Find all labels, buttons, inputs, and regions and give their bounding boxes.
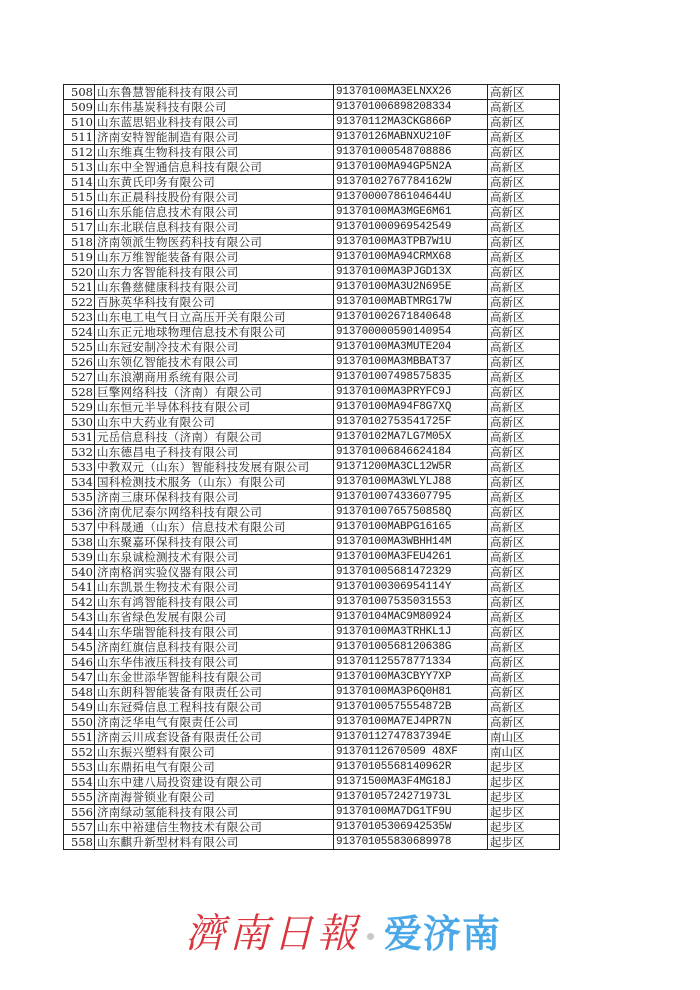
district-cell: 高新区	[488, 175, 560, 190]
company-name-cell: 山东凯景生物技术有限公司	[95, 580, 334, 595]
row-number-cell: 516	[64, 205, 95, 220]
company-name-cell: 百脉英华科技有限公司	[95, 295, 334, 310]
row-number-cell: 511	[64, 130, 95, 145]
district-cell: 高新区	[488, 235, 560, 250]
credit-code-cell: 91370105306942535W	[334, 820, 488, 835]
district-cell: 高新区	[488, 535, 560, 550]
district-cell: 高新区	[488, 505, 560, 520]
credit-code-cell: 91370102753541725F	[334, 415, 488, 430]
credit-code-cell: 91370126MABNXU210F	[334, 130, 488, 145]
table-row	[64, 340, 560, 355]
company-name-cell: 山东冠安制冷技术有限公司	[95, 340, 334, 355]
row-number-cell: 553	[64, 760, 95, 775]
row-number-cell: 539	[64, 550, 95, 565]
credit-code-cell: 91370000786104644U	[334, 190, 488, 205]
table-row	[64, 235, 560, 250]
table-row	[64, 820, 560, 835]
table-row	[64, 175, 560, 190]
company-name-cell: 山东乐能信息技术有限公司	[95, 205, 334, 220]
credit-code-cell: 913700000590140954	[334, 325, 488, 340]
district-cell: 高新区	[488, 550, 560, 565]
row-number-cell: 543	[64, 610, 95, 625]
credit-code-cell: 913701007498575835	[334, 370, 488, 385]
row-number-cell: 532	[64, 445, 95, 460]
table-row	[64, 250, 560, 265]
district-cell: 高新区	[488, 280, 560, 295]
table-row	[64, 790, 560, 805]
company-name-cell: 山东中大药业有限公司	[95, 415, 334, 430]
table-row	[64, 640, 560, 655]
credit-code-cell: 91370100MABTMRG17W	[334, 295, 488, 310]
table-row	[64, 535, 560, 550]
company-name-cell: 山东鼎拓电气有限公司	[95, 760, 334, 775]
row-number-cell: 540	[64, 565, 95, 580]
table-row	[64, 580, 560, 595]
district-cell: 高新区	[488, 700, 560, 715]
district-cell: 高新区	[488, 295, 560, 310]
row-number-cell: 551	[64, 730, 95, 745]
credit-code-cell: 91370102MA7LG7M05X	[334, 430, 488, 445]
company-name-cell: 济南领派生物医药科技有限公司	[95, 235, 334, 250]
table-row	[64, 670, 560, 685]
table-row	[64, 265, 560, 280]
row-number-cell: 510	[64, 115, 95, 130]
row-number-cell: 521	[64, 280, 95, 295]
credit-code-cell: 91370100MA94GP5N2A	[334, 160, 488, 175]
credit-code-cell: 91370102767784162W	[334, 175, 488, 190]
table-row	[64, 745, 560, 760]
table-row	[64, 715, 560, 730]
company-name-cell: 山东中全智通信息科技有限公司	[95, 160, 334, 175]
credit-code-cell: 91370100MA3PJGD13X	[334, 265, 488, 280]
credit-code-cell: 913701007433607795	[334, 490, 488, 505]
table-row	[64, 295, 560, 310]
credit-code-cell: 91370112MA3CKG866P	[334, 115, 488, 130]
credit-code-cell: 91370100MA7DG1TF9U	[334, 805, 488, 820]
row-number-cell: 526	[64, 355, 95, 370]
row-number-cell: 556	[64, 805, 95, 820]
credit-code-cell: 91370100MA3P6Q0H81	[334, 685, 488, 700]
jinan-daily-logo: 濟南日報	[185, 910, 361, 957]
row-number-cell: 518	[64, 235, 95, 250]
company-name-cell: 山东省绿色发展有限公司	[95, 610, 334, 625]
row-number-cell: 546	[64, 655, 95, 670]
credit-code-cell: 913701006898208334	[334, 100, 488, 115]
company-name-cell: 中科晟通（山东）信息技术有限公司	[95, 520, 334, 535]
district-cell: 高新区	[488, 85, 560, 100]
district-cell: 南山区	[488, 745, 560, 760]
table-row	[64, 835, 560, 850]
district-cell: 高新区	[488, 325, 560, 340]
district-cell: 高新区	[488, 565, 560, 580]
company-name-cell: 巨擎网络科技（济南）有限公司	[95, 385, 334, 400]
company-name-cell: 山东伟基炭科技有限公司	[95, 100, 334, 115]
row-number-cell: 517	[64, 220, 95, 235]
table-row	[64, 460, 560, 475]
credit-code-cell: 91370100MA3TRHKL1J	[334, 625, 488, 640]
company-name-cell: 山东振兴塑料有限公司	[95, 745, 334, 760]
row-number-cell: 531	[64, 430, 95, 445]
row-number-cell: 520	[64, 265, 95, 280]
row-number-cell: 555	[64, 790, 95, 805]
district-cell: 高新区	[488, 490, 560, 505]
row-number-cell: 515	[64, 190, 95, 205]
table-row	[64, 190, 560, 205]
district-cell: 高新区	[488, 190, 560, 205]
company-name-cell: 山东维真生物科技有限公司	[95, 145, 334, 160]
table-row	[64, 520, 560, 535]
credit-code-cell: 91370100MABPG16165	[334, 520, 488, 535]
district-cell: 起步区	[488, 775, 560, 790]
table-row	[64, 610, 560, 625]
district-cell: 高新区	[488, 520, 560, 535]
row-number-cell: 508	[64, 85, 95, 100]
district-cell: 高新区	[488, 715, 560, 730]
company-name-cell: 济南红旗信息科技有限公司	[95, 640, 334, 655]
company-name-cell: 山东中裕建信生物技术有限公司	[95, 820, 334, 835]
row-number-cell: 552	[64, 745, 95, 760]
district-cell: 高新区	[488, 475, 560, 490]
district-cell: 高新区	[488, 160, 560, 175]
district-cell: 高新区	[488, 100, 560, 115]
company-name-cell: 山东北联信息科技有限公司	[95, 220, 334, 235]
row-number-cell: 541	[64, 580, 95, 595]
table-row	[64, 280, 560, 295]
row-number-cell: 509	[64, 100, 95, 115]
company-name-cell: 济南绿动氢能科技有限公司	[95, 805, 334, 820]
separator-dot-icon	[367, 933, 374, 940]
row-number-cell: 547	[64, 670, 95, 685]
credit-code-cell: 913701006846624184	[334, 445, 488, 460]
row-number-cell: 536	[64, 505, 95, 520]
table-row	[64, 100, 560, 115]
table-row	[64, 685, 560, 700]
district-cell: 起步区	[488, 835, 560, 850]
table-row	[64, 400, 560, 415]
table-row	[64, 145, 560, 160]
credit-code-cell: 913701000548708886	[334, 145, 488, 160]
table-row	[64, 490, 560, 505]
row-number-cell: 544	[64, 625, 95, 640]
credit-code-cell: 91370100MA3MBBAT37	[334, 355, 488, 370]
company-name-cell: 济南安特智能制造有限公司	[95, 130, 334, 145]
row-number-cell: 548	[64, 685, 95, 700]
table-row	[64, 385, 560, 400]
district-cell: 高新区	[488, 220, 560, 235]
row-number-cell: 557	[64, 820, 95, 835]
company-name-cell: 山东正元地球物理信息技术有限公司	[95, 325, 334, 340]
company-name-cell: 山东中建八局投资建设有限公司	[95, 775, 334, 790]
district-cell: 高新区	[488, 685, 560, 700]
credit-code-cell: 91370100MA94F8G7XQ	[334, 400, 488, 415]
district-cell: 起步区	[488, 805, 560, 820]
credit-code-cell: 91371200MA3CL12W5R	[334, 460, 488, 475]
credit-code-cell: 913701002671840648	[334, 310, 488, 325]
row-number-cell: 529	[64, 400, 95, 415]
credit-code-cell: 91370100MA3WLYLJ88	[334, 475, 488, 490]
credit-code-cell: 91370100MA3CBYY7XP	[334, 670, 488, 685]
district-cell: 高新区	[488, 115, 560, 130]
row-number-cell: 512	[64, 145, 95, 160]
company-name-cell: 山东德昌电子科技有限公司	[95, 445, 334, 460]
row-number-cell: 519	[64, 250, 95, 265]
district-cell: 高新区	[488, 610, 560, 625]
table-row	[64, 625, 560, 640]
table-row	[64, 370, 560, 385]
company-name-cell: 山东正晨科技股份有限公司	[95, 190, 334, 205]
company-name-cell: 中教双元（山东）智能科技发展有限公司	[95, 460, 334, 475]
company-name-cell: 山东聚嘉环保科技有限公司	[95, 535, 334, 550]
table-row	[64, 130, 560, 145]
table-row	[64, 475, 560, 490]
company-name-cell: 元岳信息科技（济南）有限公司	[95, 430, 334, 445]
table-row	[64, 85, 560, 100]
row-number-cell: 549	[64, 700, 95, 715]
company-name-cell: 山东冠舜信息工程科技有限公司	[95, 700, 334, 715]
district-cell: 起步区	[488, 760, 560, 775]
district-cell: 高新区	[488, 265, 560, 280]
table-row	[64, 430, 560, 445]
company-name-cell: 山东领亿智能技术有限公司	[95, 355, 334, 370]
table-row	[64, 550, 560, 565]
table-row	[64, 595, 560, 610]
credit-code-cell: 91370100575554872B	[334, 700, 488, 715]
company-name-cell: 山东华伟液压科技有限公司	[95, 655, 334, 670]
district-cell: 高新区	[488, 250, 560, 265]
table-row	[64, 205, 560, 220]
credit-code-cell: 91370104MAC9M80924	[334, 610, 488, 625]
district-cell: 高新区	[488, 445, 560, 460]
enterprise-list-table	[63, 84, 560, 850]
credit-code-cell: 913701000969542549	[334, 220, 488, 235]
credit-code-cell: 91370100MA3TPB7W1U	[334, 235, 488, 250]
district-cell: 高新区	[488, 370, 560, 385]
credit-code-cell: 91370112670509 48XF	[334, 745, 488, 760]
credit-code-cell: 91370100MA7EJ4PR7N	[334, 715, 488, 730]
table-row	[64, 355, 560, 370]
table-row	[64, 730, 560, 745]
company-name-cell: 山东金世添华智能科技有限公司	[95, 670, 334, 685]
table-row	[64, 505, 560, 520]
district-cell: 高新区	[488, 205, 560, 220]
company-name-cell: 济南三康环保科技有限公司	[95, 490, 334, 505]
company-name-cell: 济南格润实验仪器有限公司	[95, 565, 334, 580]
row-number-cell: 525	[64, 340, 95, 355]
row-number-cell: 513	[64, 160, 95, 175]
credit-code-cell: 913701125578771334	[334, 655, 488, 670]
row-number-cell: 523	[64, 310, 95, 325]
credit-code-cell: 91371500MA3F4MG18J	[334, 775, 488, 790]
company-name-cell: 山东鲁慈健康科技有限公司	[95, 280, 334, 295]
district-cell: 高新区	[488, 400, 560, 415]
district-cell: 高新区	[488, 430, 560, 445]
company-name-cell: 山东朗科智能装备有限责任公司	[95, 685, 334, 700]
district-cell: 高新区	[488, 340, 560, 355]
district-cell: 高新区	[488, 385, 560, 400]
credit-code-cell: 91370100MA3MUTE204	[334, 340, 488, 355]
credit-code-cell: 91370112747837394E	[334, 730, 488, 745]
district-cell: 高新区	[488, 655, 560, 670]
credit-code-cell: 91370100765750858Q	[334, 505, 488, 520]
table-row	[64, 655, 560, 670]
district-cell: 南山区	[488, 730, 560, 745]
company-name-cell: 国科检测技术服务（山东）有限公司	[95, 475, 334, 490]
district-cell: 高新区	[488, 625, 560, 640]
district-cell: 高新区	[488, 460, 560, 475]
credit-code-cell: 91370100306954114Y	[334, 580, 488, 595]
credit-code-cell: 91370100MA3WBHH14M	[334, 535, 488, 550]
district-cell: 高新区	[488, 640, 560, 655]
company-name-cell: 山东万维智能装备有限公司	[95, 250, 334, 265]
table-row	[64, 445, 560, 460]
row-number-cell: 522	[64, 295, 95, 310]
row-number-cell: 533	[64, 460, 95, 475]
company-name-cell: 山东有鸿智能科技有限公司	[95, 595, 334, 610]
row-number-cell: 550	[64, 715, 95, 730]
district-cell: 高新区	[488, 355, 560, 370]
row-number-cell: 542	[64, 595, 95, 610]
credit-code-cell: 91370100568120638G	[334, 640, 488, 655]
table-row	[64, 565, 560, 580]
row-number-cell: 554	[64, 775, 95, 790]
credit-code-cell: 913701055830689978	[334, 835, 488, 850]
company-name-cell: 济南泛华电气有限责任公司	[95, 715, 334, 730]
table-row	[64, 805, 560, 820]
company-name-cell: 山东力客智能科技有限公司	[95, 265, 334, 280]
credit-code-cell: 91370100MA3FEU4261	[334, 550, 488, 565]
credit-code-cell: 91370105568140962R	[334, 760, 488, 775]
district-cell: 高新区	[488, 415, 560, 430]
table-row	[64, 415, 560, 430]
row-number-cell: 514	[64, 175, 95, 190]
district-cell: 高新区	[488, 670, 560, 685]
company-name-cell: 山东恒元半导体科技有限公司	[95, 400, 334, 415]
company-name-cell: 山东泉诚检测技术有限公司	[95, 550, 334, 565]
company-name-cell: 济南云川成套设备有限责任公司	[95, 730, 334, 745]
credit-code-cell: 91370100MA94CRMX68	[334, 250, 488, 265]
company-name-cell: 山东麒升新型材料有限公司	[95, 835, 334, 850]
table-row	[64, 160, 560, 175]
credit-code-cell: 91370105724271973L	[334, 790, 488, 805]
district-cell: 高新区	[488, 310, 560, 325]
row-number-cell: 528	[64, 385, 95, 400]
row-number-cell: 530	[64, 415, 95, 430]
table-row	[64, 325, 560, 340]
ai-jinan-logo: 爱济南	[384, 911, 502, 956]
credit-code-cell: 91370100MA3PRYFC9J	[334, 385, 488, 400]
table-row	[64, 775, 560, 790]
table-row	[64, 220, 560, 235]
table-row	[64, 760, 560, 775]
table-row	[64, 700, 560, 715]
district-cell: 高新区	[488, 130, 560, 145]
district-cell: 起步区	[488, 790, 560, 805]
district-cell: 高新区	[488, 595, 560, 610]
row-number-cell: 537	[64, 520, 95, 535]
newspaper-logo	[185, 900, 501, 960]
company-name-cell: 济南海誉锁业有限公司	[95, 790, 334, 805]
credit-code-cell: 913701005681472329	[334, 565, 488, 580]
company-name-cell: 山东蓝思铝业科技有限公司	[95, 115, 334, 130]
credit-code-cell: 91370100MA3U2N695E	[334, 280, 488, 295]
row-number-cell: 538	[64, 535, 95, 550]
district-cell: 高新区	[488, 580, 560, 595]
district-cell: 起步区	[488, 820, 560, 835]
table-row	[64, 310, 560, 325]
table-body	[64, 85, 560, 850]
district-cell: 高新区	[488, 145, 560, 160]
table-row	[64, 115, 560, 130]
company-name-cell: 山东鲁慧智能科技有限公司	[95, 85, 334, 100]
company-name-cell: 山东浪潮商用系统有限公司	[95, 370, 334, 385]
row-number-cell: 524	[64, 325, 95, 340]
company-name-cell: 济南优尼泰尔网络科技有限公司	[95, 505, 334, 520]
credit-code-cell: 91370100MA3ELNXX26	[334, 85, 488, 100]
row-number-cell: 545	[64, 640, 95, 655]
company-name-cell: 山东华瑞智能科技有限公司	[95, 625, 334, 640]
row-number-cell: 527	[64, 370, 95, 385]
credit-code-cell: 91370100MA3MGE6M61	[334, 205, 488, 220]
row-number-cell: 534	[64, 475, 95, 490]
company-name-cell: 山东黄氏印务有限公司	[95, 175, 334, 190]
row-number-cell: 558	[64, 835, 95, 850]
row-number-cell: 535	[64, 490, 95, 505]
credit-code-cell: 913701007535031553	[334, 595, 488, 610]
company-name-cell: 山东电工电气日立高压开关有限公司	[95, 310, 334, 325]
